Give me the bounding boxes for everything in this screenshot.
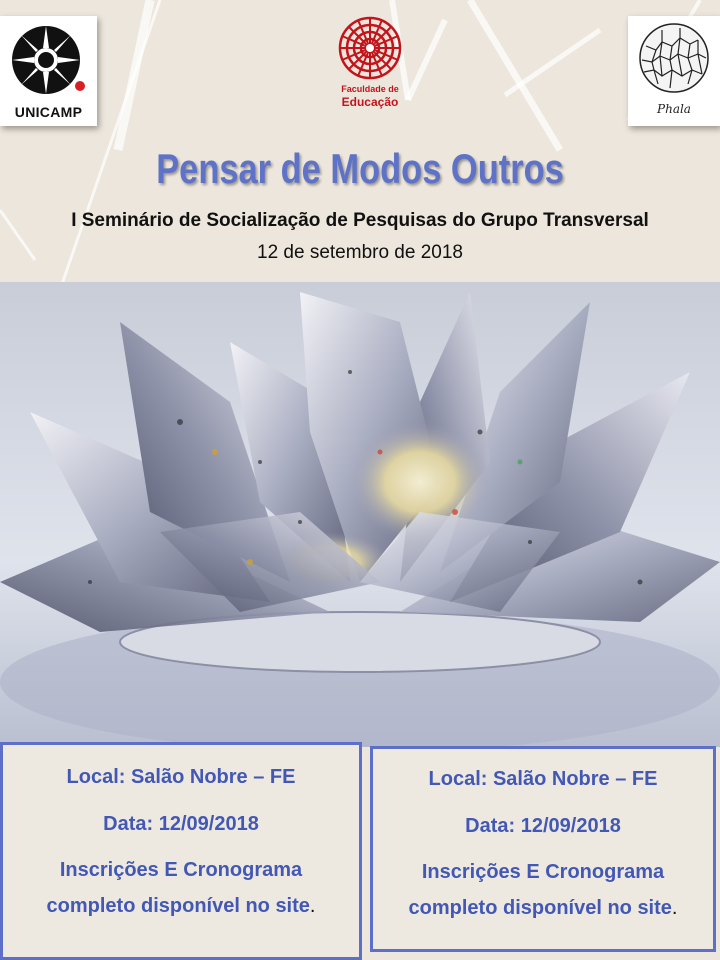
unicamp-logo-text: UNICAMP <box>14 104 83 120</box>
crystal-lotus-photo <box>0 282 720 747</box>
phala-logo-text: Phala <box>657 102 691 116</box>
info-schedule-text: completo disponível no site <box>408 897 672 919</box>
info-schedule-line <box>373 896 713 920</box>
info-schedule-line <box>3 894 359 918</box>
faculdade-educacao-logo <box>330 14 410 114</box>
info-registration: Inscrições E Cronograma <box>59 859 303 881</box>
faculdade-logo-line1: Faculdade de <box>341 84 399 94</box>
cracked-circle-icon <box>632 20 716 100</box>
info-schedule-text: completo disponível no site <box>46 895 310 917</box>
info-period: . <box>309 895 316 917</box>
info-box-left <box>0 742 362 960</box>
info-location: Local: Salão Nobre – FE <box>66 766 296 788</box>
info-registration: Inscrições E Cronograma <box>421 861 665 883</box>
info-location: Local: Salão Nobre – FE <box>428 768 658 790</box>
info-period: . <box>671 897 678 919</box>
event-date: 12 de setembro de 2018 <box>257 242 463 263</box>
info-date: Data: 12/09/2018 <box>103 813 259 835</box>
event-subtitle: I Seminário de Socialização de Pesquisas do Grupo Transversal <box>71 210 649 231</box>
unicamp-logo <box>0 16 97 126</box>
info-box-right <box>370 746 716 952</box>
phala-logo <box>628 16 720 126</box>
info-date: Data: 12/09/2018 <box>465 815 621 837</box>
faculdade-logo-line2: Educação <box>341 95 399 109</box>
spiral-emblem-icon <box>330 14 410 84</box>
unicamp-emblem-icon <box>6 20 91 102</box>
event-title: Pensar de Modos Outros <box>156 145 564 192</box>
